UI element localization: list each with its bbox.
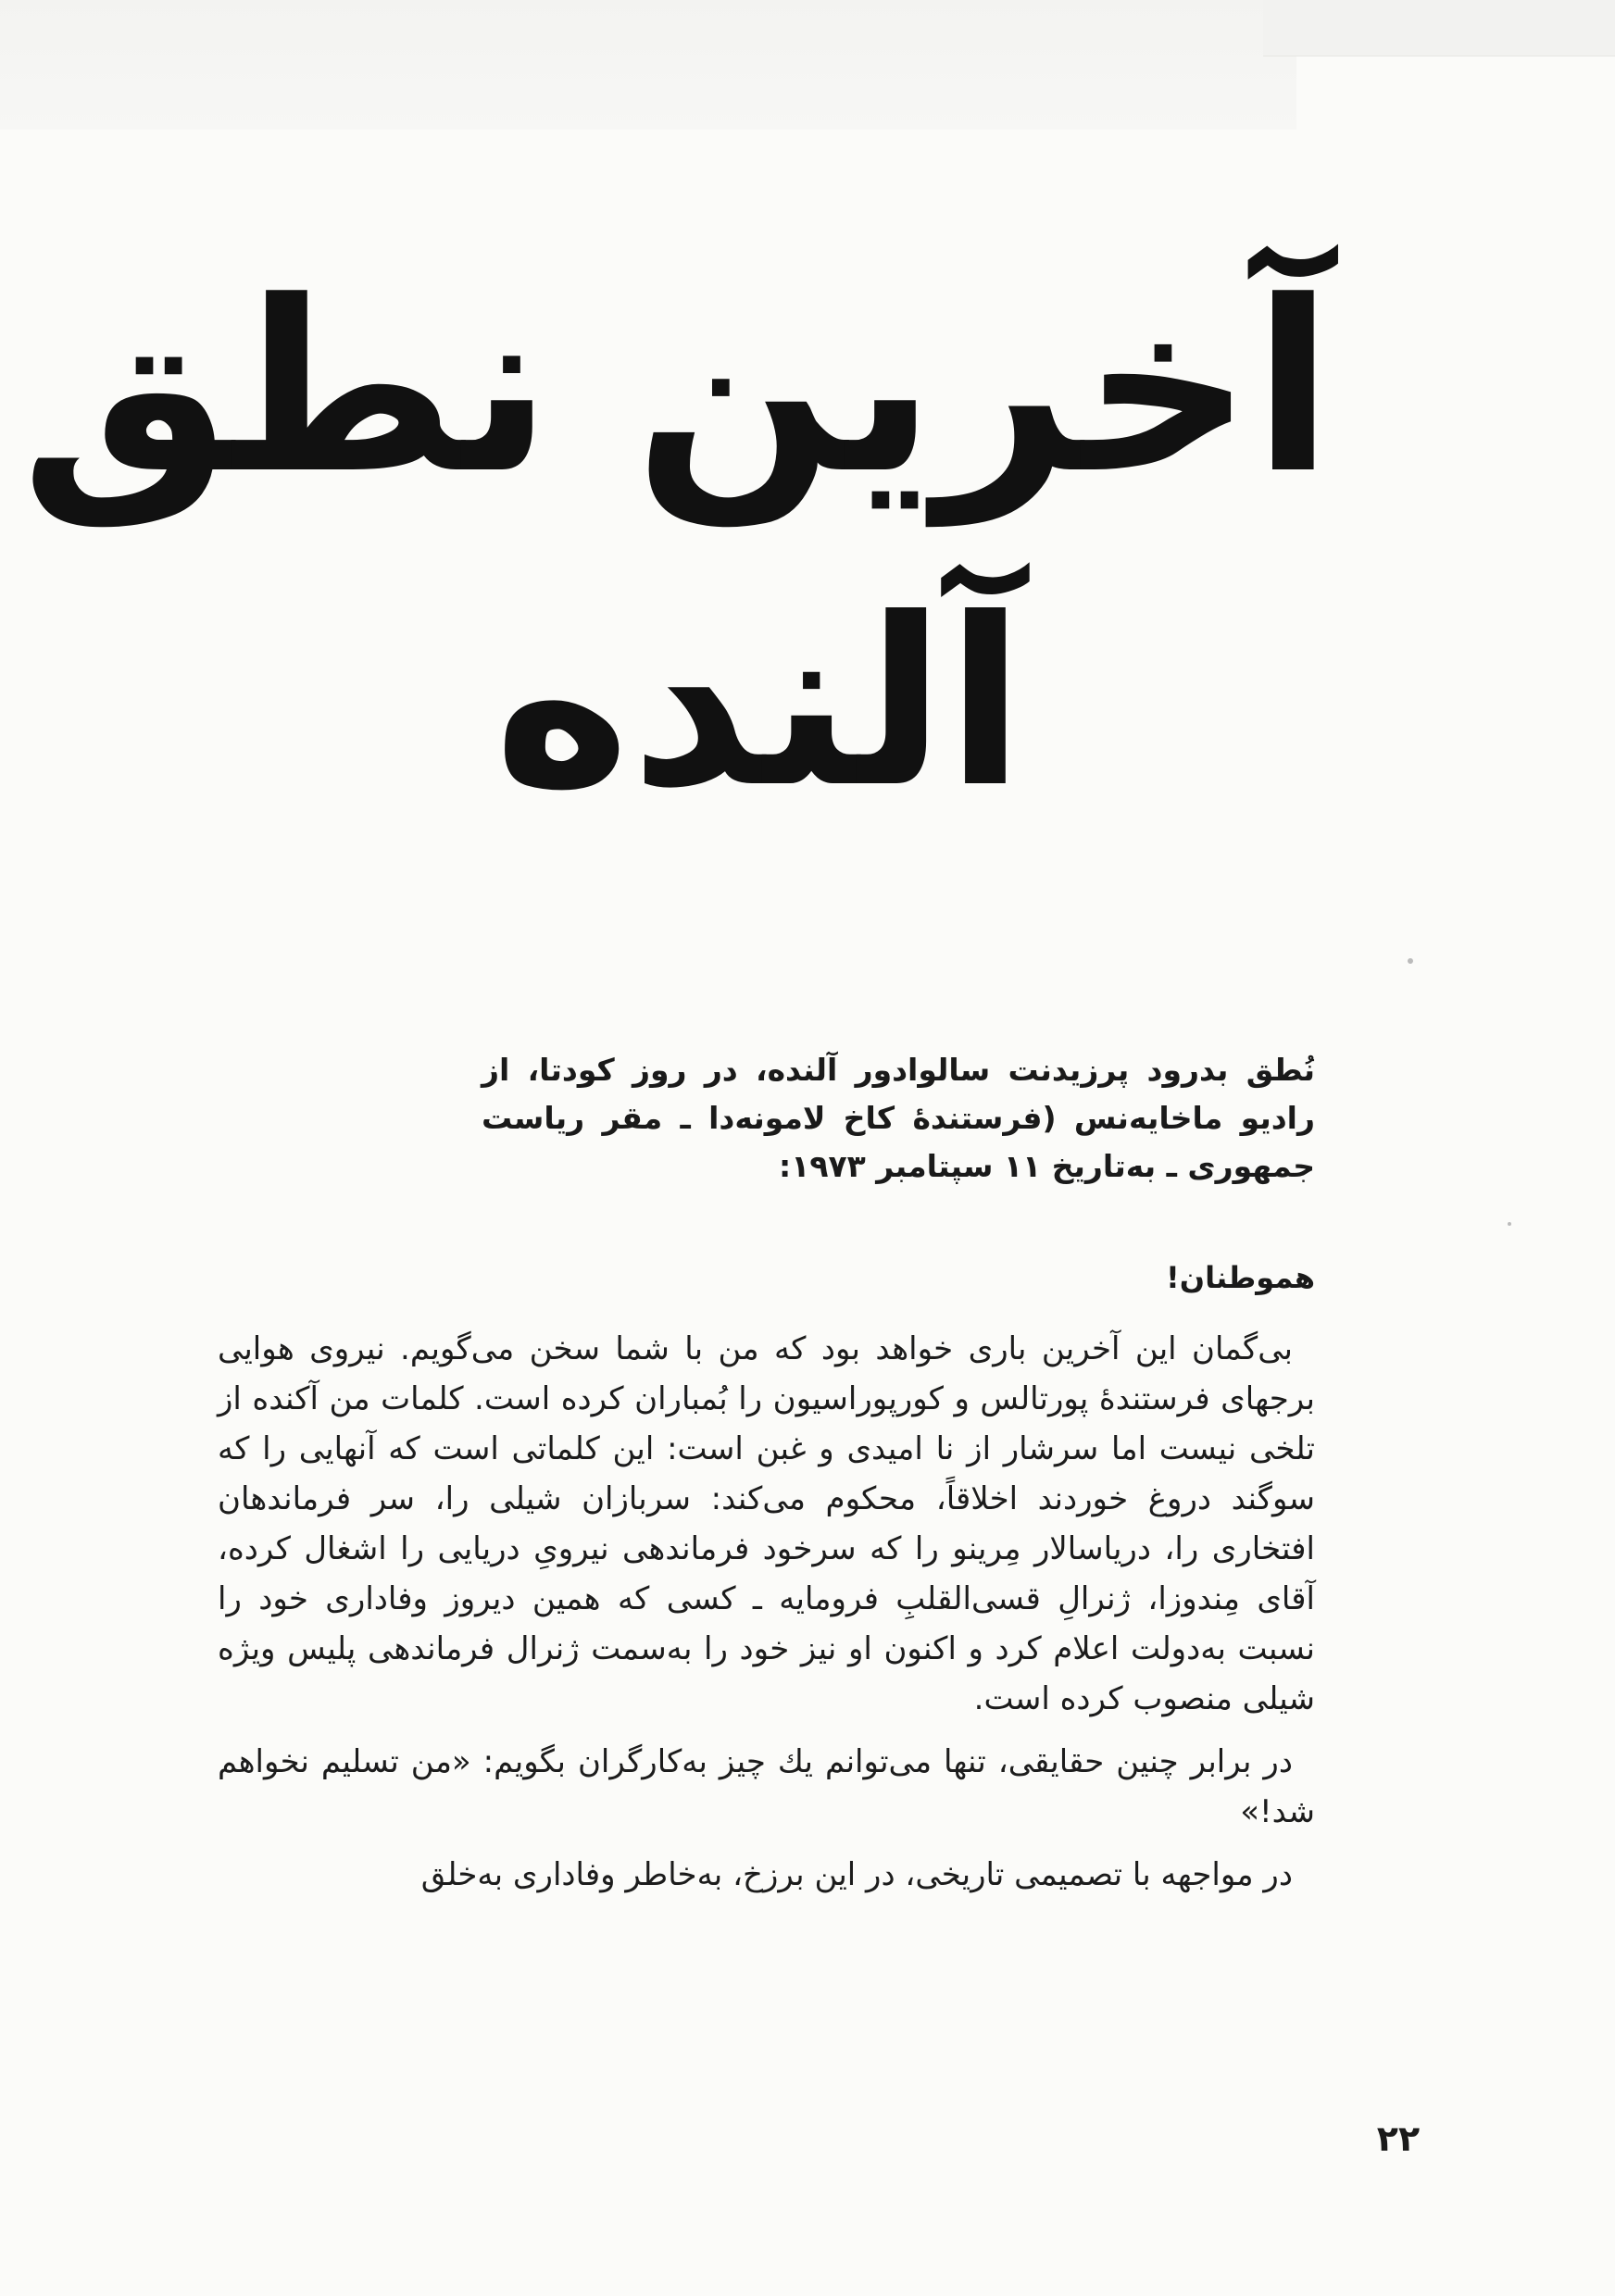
body-text bbox=[218, 1324, 1315, 1913]
greeting-heading: هموطنان! bbox=[1166, 1260, 1315, 1295]
title-line-1: آخرین نطق bbox=[20, 251, 1333, 526]
intro-paragraph: نُطق بدرود پرزیدنت سالوادور آلنده، در روز کودتا، از رادیو ماخایه‌نس (فرستندهٔ کاخ لامونه‌دا ـ مقر ریاست جمهوری ـ به‌تاریخ ۱۱ سپتامبر ۱۹۷۳: bbox=[482, 1052, 1315, 1184]
scan-speck bbox=[1408, 958, 1413, 964]
scan-sheet-edge bbox=[0, 0, 1296, 130]
page-number: ۲۲ bbox=[1376, 2118, 1421, 2159]
page-title bbox=[20, 231, 1333, 917]
title-line-2: آلنده bbox=[494, 568, 1025, 838]
scan-sheet-edge-right bbox=[1263, 0, 1615, 56]
body-paragraph-1: بی‌گمان این آخرین باری خواهد بود که من با شما سخن می‌گویم. نیروی هوایی برجهای فرستندهٔ پورتالس و کورپوراسیون را بُمباران کرده است. کلمات من آکنده از تلخی نیست اما سرشار از نا امیدی و غبن است: این کلماتی است که آنهایی را که سوگند دروغ خوردند اخلاقاً، محکوم می‌کند: سربازان شیلی را، سر فرماندهان افتخاری را، دریاسالار مِرینو را که سرخود فرماندهی نیرویِ دریایی را اشغال کرده، آقای مِندوزا، ژنرالِ قسی‌القلبِ فرومایه ـ کسی که همین دیروز وفاداری خود را نسبت به‌دولت اعلام کرد و اکنون او نیز خود را به‌سمت ژنرال فرماندهی پلیس ویژه شیلی منصوب کرده است. bbox=[218, 1330, 1315, 1717]
scan-speck bbox=[1508, 1222, 1511, 1226]
body-paragraph-3: در مواجهه با تصمیمی تاریخی، در این برزخ، به‌خاطر وفاداری به‌خلق bbox=[420, 1856, 1293, 1893]
body-paragraph-2: در برابر چنین حقایقی، تنها می‌توانم یك چیز به‌کارگران بگویم: «من تسلیم نخواهم شد!» bbox=[218, 1743, 1315, 1830]
